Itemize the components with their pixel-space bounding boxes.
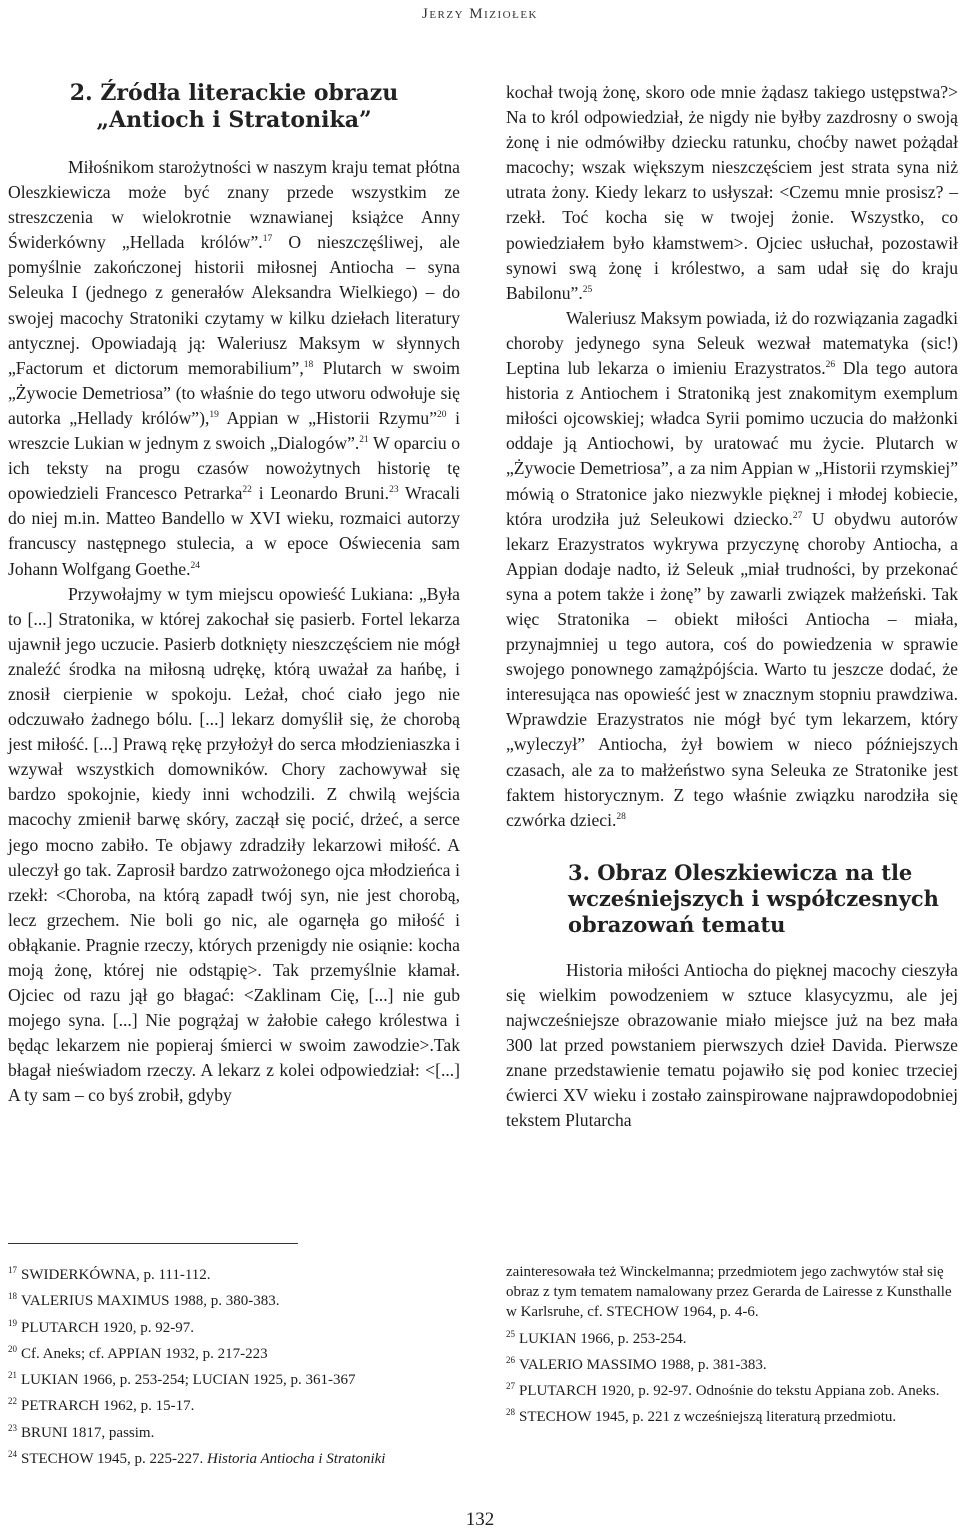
footnotes-left <box>8 1262 460 1472</box>
right-paragraph-2: Waleriusz Maksym powiada, iż do rozwiązania zagadki choroby jedynego syna Seleuk wezwał matematyka (sic!) Leptina lub lekarza o imieniu Erazystratos.$^{26}$ Dla tego autora historia z Antiochem i Stratoniką jest znakomitym exemplum miłości ojcowskiej; władca Syrii pomimo uczucia do małżonki oddaje ją Antiochowi, by uratować mu życie. Plutarch w „Żywocie Demetriosa”, a za nim Appian w „Historii rzymskiej” mówią o Stratonice jako niezwykle pięknej i młodej kobiecie, która urodziła już Seleukowi dziecko.$^{27}$ U obydwu autorów lekarz Erazystratos wykrywa przyczynę choroby Antiocha, a Appian dodaje nadto, iż Seleuk „miał trudności, by przekonać syna a potem także i żonę” by zawarli związek małżeński. Tak więc Stratonika – obiekt miłości Antiocha – miała, przynajmniej u tego autora, coś do powiedzenia w sprawie swojego ponownego zamążpójścia. Warto tu jeszcze dodać, że interesująca nas opowieść jest w znacznym stopniu prawdziwa. Wprawdzie Erazystratos nie mógł być tym lekarzem, który „wyleczył” Antiocha, żył bowiem w nieco późniejszych czasach, ale za to małżeństwo syna Seleuka ze Stratonike jest faktem historycznym. Z tego właśnie związku narodziła się czwórka dzieci.$^{28}$ <box>506 307 958 830</box>
section-2-title-line2: „Antioch i Stratonika” <box>96 107 372 133</box>
footnote-20: $^{20}$ Cf. Aneks; cf. APPIAN 1932, p. 217-223 <box>8 1343 268 1362</box>
footnote-ref-24[interactable]: 24 <box>190 560 200 571</box>
footnote-ref-23[interactable]: 23 <box>389 485 399 496</box>
section-3-title <box>568 860 958 938</box>
right-column <box>506 80 958 1133</box>
section-3-title-line3: obrazowań tematu <box>568 911 786 937</box>
footnote-28: $^{28}$ STECHOW 1945, p. 221 z wcześniejszą literaturą przedmiotu. <box>506 1407 897 1426</box>
footnote-25: $^{25}$ LUKIAN 1966, p. 253-254. <box>506 1328 687 1347</box>
footnotes-right <box>506 1262 958 1433</box>
section-2-title <box>8 80 460 134</box>
footnote-ref-25[interactable]: 25 <box>582 284 593 295</box>
footnote-rule <box>8 1243 298 1244</box>
footnote-ref-27[interactable]: 27 <box>792 510 803 521</box>
footnote-ref-20[interactable]: 20 <box>437 410 447 421</box>
footnote-ref-17[interactable]: 17 <box>262 234 273 245</box>
footnote-26: $^{26}$ VALERIO MASSIMO 1988, p. 381-383. <box>506 1354 767 1373</box>
footnote-21: $^{21}$ LUKIAN 1966, p. 253-254; LUCIAN 1925, p. 361-367 <box>8 1370 356 1389</box>
left-paragraph-1: Miłośnikom starożytności w naszym kraju temat płótna Oleszkiewicza może być znany przede wszystkim ze streszczenia w wielokrotnie wznawianej książce Anny Świderkówny „Hellada królów”.$^{17}$ O nieszczęśliwej, ale pomyślnie zakończonej historii miłosnej Antiocha – syna Seleuka I (jednego z generałów Aleksandra Wielkiego) – do swojej macochy Stratoniki czytamy w kilku dziełach literatury antycznej. Opowiadają ją: Waleriusz Maksym w słynnych „Factorum et dictorum memorabilium”,$^{18}$ Plutarch w swoim „Żywocie Demetriosa” (to właśnie do tego utworu odwołuje się autorka „Hellady królów”),$^{19}$ Appian w „Historii Rzymu”$^{20}$ i wreszcie Lukian w jednym z swoich „Dialogów”.$^{21}$ W oparciu o ich teksty na progu czasów nowożytnych historię tę opowiedzieli Francesco Petrarka$^{22}$ i Leonardo Bruni.$^{23}$ Wracali do niej m.in. Matteo Bandello w XVI wieku, rozmaici autorzy francuscy następnego stulecia, a w epoce Oświecenia sam Johann Wolfgang Goethe.$^{24}$ <box>8 157 461 579</box>
footnote-ref-18[interactable]: 18 <box>303 359 314 370</box>
right-paragraph-3: Historia miłości Antiocha do pięknej macochy cieszyła się wielkim powodzeniem w sztuce klasycyzmu, ale jej najwcześniejsze obrazowanie miało miejsce już na bez mała 300 lat przed powstaniem pierwszych dzieł Davida. Pierwsze znane przedstawienie tematu pojawiło się pod koniec trzeciej ćwierci XV wieku i zostało zainspirowane najprawdopodobniej tekstem Plutarcha <box>506 959 958 1131</box>
footnote-17: $^{17}$ SWIDERKÓWNA, p. 111-112. <box>8 1265 211 1283</box>
running-head: Jerzy Miziołek <box>421 6 538 22</box>
footnote-24-continued: zainteresowała też Winckelmanna; przedmiotem jego zachwytów stał się obraz z tym tematem namalowany przez Gerarda de Lairesse z Kunsthalle w Karlsruhe, cf. STECHOW 1964, p. 4-6. <box>506 1264 952 1321</box>
section-3-title-line2: wcześniejszych i współczesnych <box>568 885 939 911</box>
footnote-ref-28[interactable]: 28 <box>616 811 626 822</box>
footnote-18: $^{18}$ VALERIUS MAXIMUS 1988, p. 380-383. <box>8 1291 280 1310</box>
page-number: 132 <box>465 1509 495 1530</box>
left-column <box>8 80 460 1109</box>
footnote-24: $^{24}$ STECHOW 1945, p. 225-227. Historia Antiocha i Stratoniki <box>8 1449 386 1468</box>
footnote-ref-19[interactable]: 19 <box>209 410 219 421</box>
footnote-ref-22[interactable]: 22 <box>242 485 252 496</box>
footnote-ref-26[interactable]: 26 <box>825 360 836 371</box>
footnote-22: $^{22}$ PETRARCH 1962, p. 15-17. <box>8 1396 195 1415</box>
left-paragraph-2: Przywołajmy w tym miejscu opowieść Lukiana: „Była to [...] Stratonika, w której zakochał się pasierb. Fortel lekarza ujawnił jego uczucie. Pasierb dotknięty nieszczęściem nie mógł znaleźć środka na miłosną udrękę, którą uważał za hańbę, i znosił cierpienie w spokoju. Leżał, choć ciało jego nie odczuwało żadnego bólu. [...] lekarz domyślił się, że chorobą jest miłość. [...] Prawą rękę przyłożył do serca młodzieniaszka i wzywał wszystkich domowników. Chory zachowywał się bardzo spokojnie, kiedy inni wchodzili. Z chwilą wejścia macochy zmienił barwę skóry, zaczął się pocić, drżeć, a serce jego mocno zabiło. Te objawy zdradziły lekarzowi miłość. A uleczył go tak. Zaprosił bardzo zatrwożonego ojca młodzieńca i rzekł: <Choroba, na którą zapadł twój syn, nie jest chorobą, lecz grzechem. Nie boli go nic, ale ogarnęła go miłość i obłąkanie. Pragnie rzeczy, których przenigdy nie osiąnie: kocha moją żonę, której nie odstąpię>. Tak przemyślnie kłamał. Ojciec od razu jął go błagać: <Zaklinam Cię, [...] nie gub mojego syna. [...] Nie pogrążaj w żałobie całego królestwa i będąc lekarzem nie popieraj śmierci w swoim zawodzie>.Tak błagał nieświadom rzeczy. A lekarz z kolei odpowiedział: <[...] A ty sam – co byś zrobił, gdyby <box>8 583 460 1106</box>
footnote-19: $^{19}$ PLUTARCH 1920, p. 92-97. <box>8 1317 194 1336</box>
section-3-title-line1: 3. Obraz Oleszkiewicza na tle <box>568 859 913 885</box>
footnote-27: $^{27}$ PLUTARCH 1920, p. 92-97. Odnośnie do tekstu Appiana zob. Aneks. <box>506 1381 940 1400</box>
footnote-ref-21[interactable]: 21 <box>359 435 369 446</box>
section-2-title-line1: 2. Źródła literackie obrazu <box>69 80 399 106</box>
footnote-23: $^{23}$ BRUNI 1817, passim. <box>8 1422 155 1441</box>
right-paragraph-1: kochał twoją żonę, skoro ode mnie żądasz takiego ustępstwa?> Na to król odpowiedział, że nigdy nie byłby zazdrosny o swoją żonę i nie odmówiłby dziecku ratunku, choćby nawet pożądał macochy; wszak większym nieszczęściem jest strata syna niż utrata żony. Kiedy lekarz to usłyszał: <Czemu mnie prosisz? – rzekł. Toć kocha się w twojej żonie. Wszystko, co powiedziałem było kłamstwem>. Ojciec usłuchał, pozostawił synowi swą żonę i królestwo, a sam udał się do kraju Babilonu”.$^{25}$ <box>506 82 958 303</box>
